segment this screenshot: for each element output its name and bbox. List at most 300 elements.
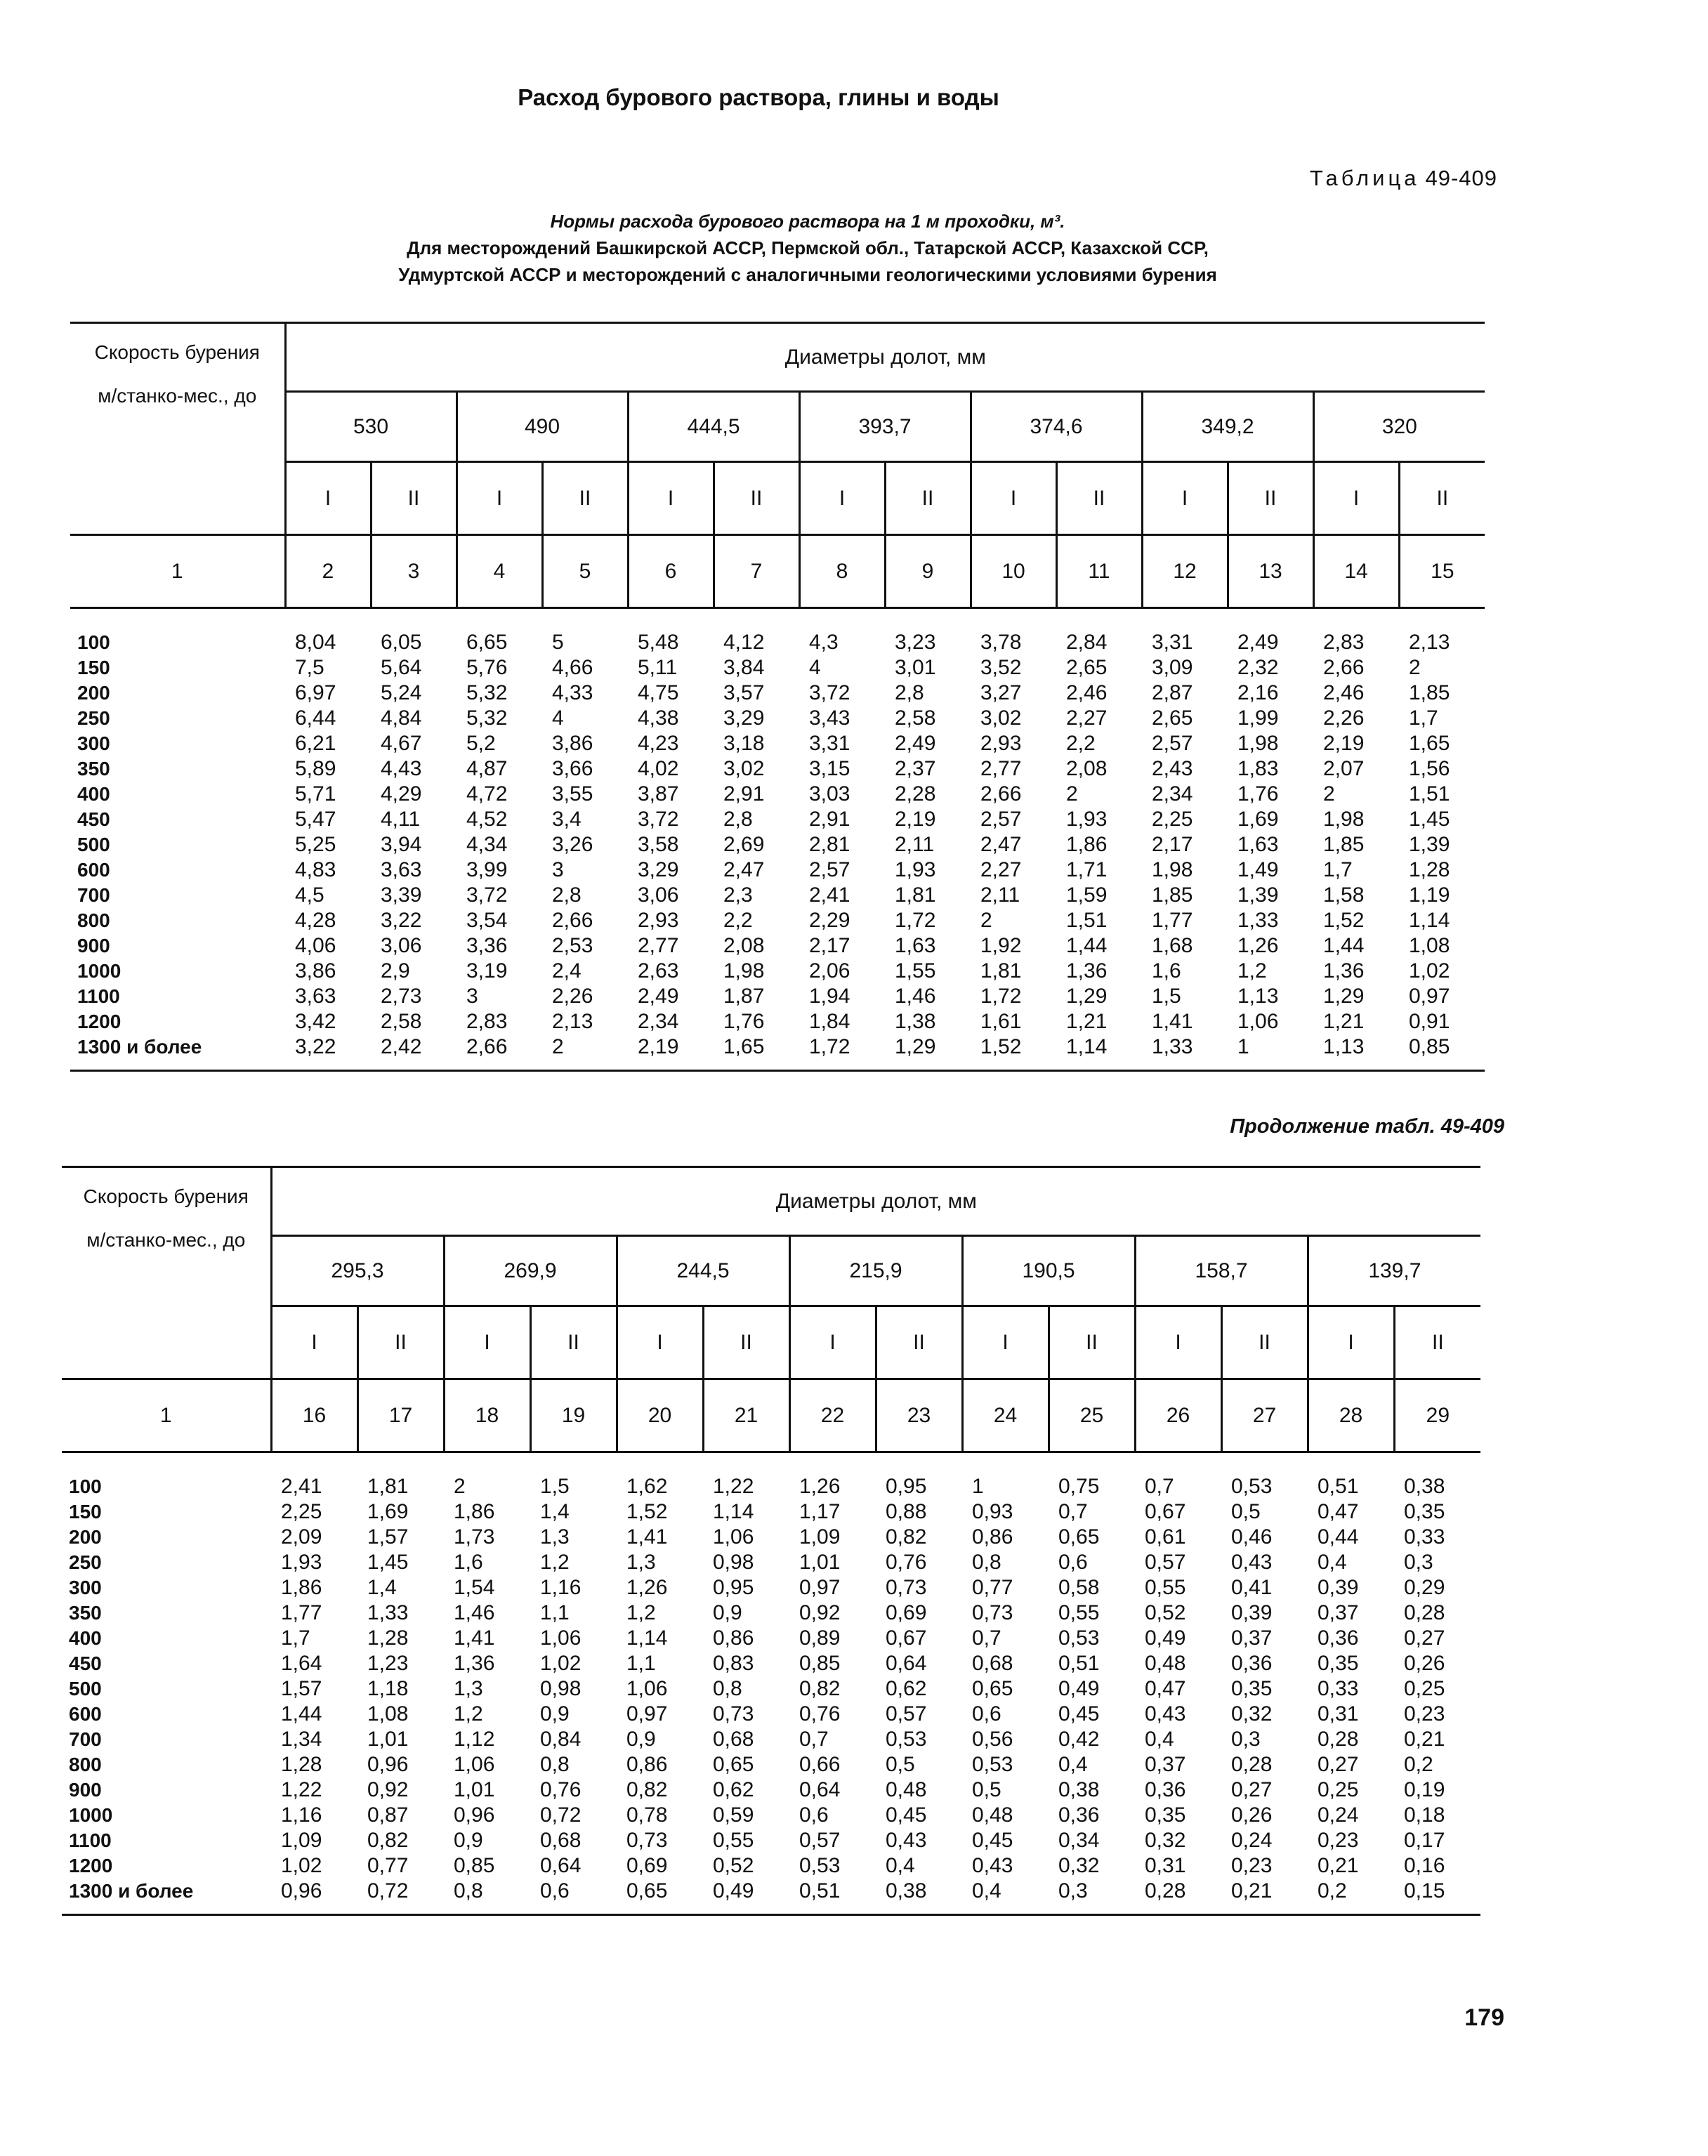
value-cell: 2,65 xyxy=(1066,656,1108,679)
value-cell: 0,31 xyxy=(1145,1854,1186,1877)
value-cell: 0,59 xyxy=(713,1803,754,1827)
value-cell: 0,35 xyxy=(1145,1803,1186,1827)
value-cell: 0,7 xyxy=(1145,1475,1174,1498)
value-cell: 1,58 xyxy=(1323,883,1365,907)
value-cell: 5,32 xyxy=(466,706,508,730)
value-cell: 1,81 xyxy=(980,959,1022,982)
subtitle-line-3: Удмуртской АССР и месторождений с аналогичными геологическими условиями бурения xyxy=(398,264,1217,285)
value-cell: 2,46 xyxy=(1323,681,1365,704)
value-cell: 1,26 xyxy=(1237,934,1279,957)
value-cell: 1,21 xyxy=(1323,1010,1365,1033)
value-cell: 2,34 xyxy=(1152,782,1193,806)
value-cell: 5,2 xyxy=(466,732,496,755)
value-cell: 0,2 xyxy=(1308,1879,1394,1915)
value-cell: 3,22 xyxy=(381,909,422,932)
value-cell: 0,35 xyxy=(1318,1652,1359,1675)
grade-cell: II xyxy=(714,462,799,535)
value-cell: 0,33 xyxy=(1404,1525,1445,1549)
value-cell: 4,38 xyxy=(638,706,679,730)
value-cell: 0,92 xyxy=(799,1601,841,1624)
value-cell: 0,95 xyxy=(886,1475,927,1498)
value-cell: 1,39 xyxy=(1409,833,1450,856)
value-cell: 1,28 xyxy=(367,1626,409,1650)
table2-grid xyxy=(62,1166,1480,1916)
value-cell: 1,72 xyxy=(980,985,1022,1008)
value-cell: 0,4 xyxy=(1318,1551,1347,1574)
value-cell: 2,77 xyxy=(980,757,1022,780)
table-subtitle xyxy=(183,208,1433,288)
speed-cell: 250 xyxy=(69,1551,102,1573)
table-row xyxy=(62,1777,1480,1803)
value-cell: 2 xyxy=(1323,782,1335,806)
value-cell: 1,02 xyxy=(540,1652,582,1675)
grade-cell: I xyxy=(789,1306,876,1379)
value-cell: 0,85 xyxy=(454,1854,495,1877)
value-cell: 1,26 xyxy=(626,1576,668,1599)
value-cell: 0,18 xyxy=(1404,1803,1445,1827)
value-cell: 4,11 xyxy=(381,808,421,831)
value-cell: 3,58 xyxy=(638,833,679,856)
value-cell: 0,39 xyxy=(1231,1601,1273,1624)
value-cell: 0,67 xyxy=(886,1626,927,1650)
value-cell: 4,83 xyxy=(295,858,336,881)
speed-cell: 1300 и более xyxy=(62,1879,271,1915)
value-cell: 2,08 xyxy=(723,934,765,957)
value-cell: 0,6 xyxy=(530,1879,617,1915)
value-cell: 4,06 xyxy=(295,934,336,957)
table-row xyxy=(70,655,1485,681)
value-cell: 0,45 xyxy=(972,1829,1013,1852)
value-cell: 1,84 xyxy=(809,1010,850,1033)
value-cell: 0,52 xyxy=(1145,1601,1186,1624)
value-cell: 0,57 xyxy=(799,1829,841,1852)
value-cell: 2,57 xyxy=(980,808,1022,831)
value-cell: 0,28 xyxy=(1318,1728,1359,1751)
value-cell: 1,14 xyxy=(1056,1034,1142,1071)
value-cell: 0,53 xyxy=(1231,1475,1273,1498)
col-number-cell: 10 xyxy=(971,535,1056,608)
value-cell: 0,92 xyxy=(367,1778,409,1801)
value-cell: 2,66 xyxy=(552,909,593,932)
value-cell: 0,62 xyxy=(886,1677,927,1700)
value-cell: 0,48 xyxy=(972,1803,1013,1827)
value-cell: 0,23 xyxy=(1231,1854,1273,1877)
value-cell: 1,49 xyxy=(1237,858,1279,881)
value-cell: 0,66 xyxy=(799,1753,841,1776)
value-cell: 3,06 xyxy=(381,934,422,957)
value-cell: 0,36 xyxy=(1145,1778,1186,1801)
value-cell: 1,2 xyxy=(626,1601,656,1624)
continuation-label: Продолжение табл. 49-409 xyxy=(1230,1115,1504,1138)
value-cell: 2,47 xyxy=(723,858,765,881)
grade-cell: II xyxy=(530,1306,617,1379)
value-cell: 0,86 xyxy=(626,1753,668,1776)
table-row xyxy=(70,857,1485,883)
value-cell: 1,98 xyxy=(1152,858,1193,881)
value-cell: 1,06 xyxy=(454,1753,495,1776)
speed-cell: 500 xyxy=(77,834,110,855)
table-row xyxy=(62,1575,1480,1600)
subtitle-line-2: Для месторождений Башкирской АССР, Пермской обл., Татарской АССР, Казахской ССР, xyxy=(407,237,1209,258)
value-cell: 4,66 xyxy=(552,656,593,679)
grade-cell: I xyxy=(1135,1306,1221,1379)
value-cell: 3,63 xyxy=(381,858,422,881)
value-cell: 1,51 xyxy=(1066,909,1108,932)
value-cell: 1,6 xyxy=(454,1551,483,1574)
value-cell: 1,65 xyxy=(1409,732,1450,755)
value-cell: 0,6 xyxy=(799,1803,829,1827)
value-cell: 0,5 xyxy=(886,1753,915,1776)
value-cell: 1,44 xyxy=(281,1702,322,1726)
value-cell: 0,46 xyxy=(1231,1525,1273,1549)
value-cell: 1,36 xyxy=(1066,959,1108,982)
value-cell: 0,47 xyxy=(1145,1677,1186,1700)
table-label-word: Таблица xyxy=(1309,166,1420,190)
value-cell: 1,01 xyxy=(799,1551,841,1574)
value-cell: 4 xyxy=(809,656,821,679)
value-cell: 1,29 xyxy=(1323,985,1365,1008)
value-cell: 0,6 xyxy=(972,1702,1001,1726)
value-cell: 6,21 xyxy=(295,732,336,755)
table-row xyxy=(62,1452,1480,1500)
value-cell: 1,14 xyxy=(1409,909,1450,932)
value-cell: 1,3 xyxy=(626,1551,656,1574)
value-cell: 0,15 xyxy=(1394,1879,1480,1915)
speed-cell: 100 xyxy=(69,1475,102,1497)
speed-header-line-2: м/станко-мес., до xyxy=(98,385,257,407)
diameter-cell: 444,5 xyxy=(628,392,799,462)
value-cell: 3,78 xyxy=(980,631,1022,654)
value-cell: 0,19 xyxy=(1404,1778,1445,1801)
value-cell: 0,32 xyxy=(1145,1829,1186,1852)
value-cell: 0,8 xyxy=(972,1551,1001,1574)
value-cell: 0,55 xyxy=(713,1829,754,1852)
value-cell: 0,21 xyxy=(1318,1854,1359,1877)
value-cell: 3,22 xyxy=(285,1034,371,1071)
col-number-cell: 29 xyxy=(1394,1379,1480,1452)
value-cell: 2,07 xyxy=(1323,757,1365,780)
value-cell: 3,23 xyxy=(895,631,936,654)
value-cell: 0,25 xyxy=(1404,1677,1445,1700)
speed-cell: 450 xyxy=(69,1652,102,1674)
value-cell: 5,24 xyxy=(381,681,422,704)
value-cell: 1,72 xyxy=(799,1034,885,1071)
grade-cell: I xyxy=(1142,462,1228,535)
value-cell: 3,19 xyxy=(466,959,508,982)
value-cell: 0,73 xyxy=(626,1829,668,1852)
value-cell: 3,43 xyxy=(809,706,850,730)
value-cell: 1,46 xyxy=(895,985,936,1008)
value-cell: 2,49 xyxy=(1237,631,1279,654)
value-cell: 1,39 xyxy=(1237,883,1279,907)
value-cell: 4,84 xyxy=(381,706,422,730)
diameter-cell: 190,5 xyxy=(962,1236,1135,1306)
speed-header-line-2: м/станко-мес., до xyxy=(86,1229,246,1251)
value-cell: 1,5 xyxy=(1152,985,1181,1008)
grade-cell: II xyxy=(885,462,971,535)
value-cell: 0,39 xyxy=(1318,1576,1359,1599)
value-cell: 3,94 xyxy=(381,833,422,856)
value-cell: 3,09 xyxy=(1152,656,1193,679)
value-cell: 1,81 xyxy=(895,883,936,907)
value-cell: 4,12 xyxy=(723,631,765,654)
table-row xyxy=(70,984,1485,1009)
value-cell: 1,26 xyxy=(799,1475,841,1498)
diameter-cell: 490 xyxy=(456,392,628,462)
value-cell: 2,8 xyxy=(723,808,753,831)
value-cell: 0,7 xyxy=(1058,1500,1088,1523)
value-cell: 0,8 xyxy=(713,1677,742,1700)
value-cell: 3,31 xyxy=(1152,631,1193,654)
value-cell: 1,7 xyxy=(1323,858,1353,881)
value-cell: 0,57 xyxy=(1145,1551,1186,1574)
diameter-cell: 530 xyxy=(285,392,456,462)
col-number-cell: 24 xyxy=(962,1379,1049,1452)
value-cell: 3,52 xyxy=(980,656,1022,679)
value-cell: 6,65 xyxy=(466,631,508,654)
value-cell: 1,09 xyxy=(281,1829,322,1852)
value-cell: 1,14 xyxy=(626,1626,668,1650)
value-cell: 1,65 xyxy=(714,1034,799,1071)
value-cell: 2,9 xyxy=(381,959,410,982)
value-cell: 0,34 xyxy=(1058,1829,1100,1852)
value-cell: 5,32 xyxy=(466,681,508,704)
speed-cell: 500 xyxy=(69,1678,102,1700)
value-cell: 1,13 xyxy=(1237,985,1279,1008)
value-cell: 0,7 xyxy=(799,1728,829,1751)
value-cell: 3,55 xyxy=(552,782,593,806)
value-cell: 3,42 xyxy=(295,1010,336,1033)
grade-cell: II xyxy=(1399,462,1485,535)
value-cell: 0,16 xyxy=(1404,1854,1445,1877)
value-cell: 1,99 xyxy=(1237,706,1279,730)
value-cell: 1,92 xyxy=(980,934,1022,957)
value-cell: 1,56 xyxy=(1409,757,1450,780)
value-cell: 3,06 xyxy=(638,883,679,907)
value-cell: 6,44 xyxy=(295,706,336,730)
speed-cell: 900 xyxy=(77,935,110,957)
value-cell: 1,93 xyxy=(895,858,936,881)
value-cell: 1,98 xyxy=(1237,732,1279,755)
value-cell: 1,44 xyxy=(1323,934,1365,957)
value-cell: 2,66 xyxy=(456,1034,542,1071)
col-number-cell: 11 xyxy=(1056,535,1142,608)
value-cell: 3,27 xyxy=(980,681,1022,704)
value-cell: 2,49 xyxy=(895,732,936,755)
col-number-cell: 21 xyxy=(703,1379,789,1452)
speed-cell: 350 xyxy=(77,758,110,780)
value-cell: 3,31 xyxy=(809,732,850,755)
value-cell: 0,24 xyxy=(1231,1829,1273,1852)
value-cell: 0,45 xyxy=(886,1803,927,1827)
grade-cell: II xyxy=(876,1306,962,1379)
table-row xyxy=(62,1803,1480,1828)
value-cell: 3,87 xyxy=(638,782,679,806)
value-cell: 0,49 xyxy=(703,1879,789,1915)
speed-cell: 1000 xyxy=(77,960,121,982)
grade-cell: I xyxy=(617,1306,703,1379)
value-cell: 1,16 xyxy=(281,1803,322,1827)
value-cell: 0,98 xyxy=(713,1551,754,1574)
grade-cell: I xyxy=(1308,1306,1394,1379)
value-cell: 1,2 xyxy=(454,1702,483,1726)
value-cell: 0,44 xyxy=(1318,1525,1359,1549)
value-cell: 1,94 xyxy=(809,985,850,1008)
value-cell: 4,3 xyxy=(809,631,839,654)
consumption-table-1 xyxy=(70,322,1485,1072)
col-number-cell: 4 xyxy=(456,535,542,608)
value-cell: 1,98 xyxy=(1323,808,1365,831)
value-cell: 1,28 xyxy=(1409,858,1450,881)
value-cell: 2,69 xyxy=(723,833,765,856)
value-cell: 1,2 xyxy=(1237,959,1267,982)
value-cell: 3,26 xyxy=(552,833,593,856)
value-cell: 1,3 xyxy=(540,1525,570,1549)
value-cell: 0,8 xyxy=(540,1753,570,1776)
table-row xyxy=(70,807,1485,832)
value-cell: 3,29 xyxy=(638,858,679,881)
value-cell: 1,44 xyxy=(1066,934,1108,957)
value-cell: 0,21 xyxy=(1404,1728,1445,1751)
value-cell: 0,4 xyxy=(1145,1728,1174,1751)
speed-cell: 100 xyxy=(77,631,110,653)
value-cell: 0,77 xyxy=(367,1854,409,1877)
value-cell: 1,41 xyxy=(626,1525,668,1549)
value-cell: 0,64 xyxy=(886,1652,927,1675)
table-label-number: 49-409 xyxy=(1425,166,1497,190)
col-number-cell: 28 xyxy=(1308,1379,1394,1452)
value-cell: 0,62 xyxy=(713,1778,754,1801)
value-cell: 0,65 xyxy=(972,1677,1013,1700)
value-cell: 2,73 xyxy=(381,985,422,1008)
diameter-cell: 320 xyxy=(1313,392,1485,462)
value-cell: 1,76 xyxy=(723,1010,765,1033)
value-cell: 0,33 xyxy=(1318,1677,1359,1700)
table-row xyxy=(62,1525,1480,1550)
value-cell: 1,33 xyxy=(1237,909,1279,932)
table-row xyxy=(62,1600,1480,1626)
col-number-cell: 15 xyxy=(1399,535,1485,608)
value-cell: 0,68 xyxy=(713,1728,754,1751)
value-cell: 2,19 xyxy=(1323,732,1365,755)
value-cell: 0,83 xyxy=(713,1652,754,1675)
value-cell: 0,28 xyxy=(1135,1879,1221,1915)
diameter-cell: 393,7 xyxy=(799,392,971,462)
value-cell: 3,02 xyxy=(980,706,1022,730)
diameter-cell: 215,9 xyxy=(789,1236,962,1306)
value-cell: 0,4 xyxy=(1058,1753,1088,1776)
diameter-cell: 244,5 xyxy=(617,1236,789,1306)
value-cell: 1,06 xyxy=(1237,1010,1279,1033)
value-cell: 0,35 xyxy=(1404,1500,1445,1523)
value-cell: 0,85 xyxy=(799,1652,841,1675)
table-row xyxy=(70,706,1485,731)
value-cell: 2,49 xyxy=(638,985,679,1008)
table-row xyxy=(62,1727,1480,1752)
value-cell: 1,77 xyxy=(1152,909,1193,932)
value-cell: 1 xyxy=(972,1475,984,1498)
value-cell: 2,16 xyxy=(1237,681,1279,704)
value-cell: 0,48 xyxy=(1145,1652,1186,1675)
value-cell: 0,31 xyxy=(1318,1702,1359,1726)
value-cell: 0,68 xyxy=(540,1829,582,1852)
value-cell: 2,17 xyxy=(809,934,850,957)
value-cell: 1,21 xyxy=(1066,1010,1108,1033)
value-cell: 0,23 xyxy=(1318,1829,1359,1852)
speed-header-line-1: Скорость бурения xyxy=(94,341,260,363)
value-cell: 1,57 xyxy=(281,1677,322,1700)
value-cell: 1,33 xyxy=(367,1601,409,1624)
value-cell: 0,9 xyxy=(713,1601,742,1624)
table-row xyxy=(62,1651,1480,1676)
value-cell: 1,06 xyxy=(626,1677,668,1700)
col-number-cell: 23 xyxy=(876,1379,962,1452)
value-cell: 1,81 xyxy=(367,1475,409,1498)
value-cell: 0,76 xyxy=(799,1702,841,1726)
value-cell: 0,3 xyxy=(1231,1728,1261,1751)
value-cell: 2,25 xyxy=(1152,808,1193,831)
value-cell: 1 xyxy=(1228,1034,1313,1071)
table-label xyxy=(1310,166,1497,191)
value-cell: 0,67 xyxy=(1145,1500,1186,1523)
value-cell: 1,08 xyxy=(1409,934,1450,957)
value-cell: 3,29 xyxy=(723,706,765,730)
value-cell: 0,37 xyxy=(1318,1601,1359,1624)
value-cell: 0,43 xyxy=(886,1829,927,1852)
value-cell: 0,4 xyxy=(962,1879,1049,1915)
value-cell: 0,24 xyxy=(1318,1803,1359,1827)
col-number-cell: 26 xyxy=(1135,1379,1221,1452)
value-cell: 3,15 xyxy=(809,757,850,780)
value-cell: 0,82 xyxy=(886,1525,927,1549)
value-cell: 0,58 xyxy=(1058,1576,1100,1599)
grade-cell: II xyxy=(703,1306,789,1379)
value-cell: 1,1 xyxy=(626,1652,656,1675)
value-cell: 0,9 xyxy=(540,1702,570,1726)
value-cell: 2,93 xyxy=(980,732,1022,755)
value-cell: 0,43 xyxy=(1145,1702,1186,1726)
value-cell: 0,73 xyxy=(713,1702,754,1726)
value-cell: 5,11 xyxy=(638,656,678,679)
value-cell: 3,02 xyxy=(723,757,765,780)
value-cell: 4,29 xyxy=(381,782,422,806)
col-number-cell: 7 xyxy=(714,535,799,608)
speed-cell: 150 xyxy=(77,657,110,678)
speed-cell: 1300 и более xyxy=(70,1034,285,1071)
value-cell: 0,53 xyxy=(1058,1626,1100,1650)
value-cell: 1,86 xyxy=(281,1576,322,1599)
value-cell: 1,55 xyxy=(895,959,936,982)
value-cell: 2,26 xyxy=(552,985,593,1008)
value-cell: 0,97 xyxy=(1409,985,1450,1008)
value-cell: 4,23 xyxy=(638,732,679,755)
value-cell: 0,3 xyxy=(1049,1879,1135,1915)
value-cell: 0,28 xyxy=(1231,1753,1273,1776)
value-cell: 1,02 xyxy=(1409,959,1450,982)
value-cell: 2,65 xyxy=(1152,706,1193,730)
value-cell: 4,43 xyxy=(381,757,422,780)
value-cell: 0,53 xyxy=(972,1753,1013,1776)
value-cell: 1,41 xyxy=(454,1626,495,1650)
value-cell: 4,67 xyxy=(381,732,422,755)
speed-cell: 200 xyxy=(69,1526,102,1548)
col-number-cell: 27 xyxy=(1221,1379,1308,1452)
table-row xyxy=(70,782,1485,807)
speed-cell: 450 xyxy=(77,808,110,830)
value-cell: 1,09 xyxy=(799,1525,841,1549)
value-cell: 2,93 xyxy=(638,909,679,932)
diameter-cell: 349,2 xyxy=(1142,392,1313,462)
